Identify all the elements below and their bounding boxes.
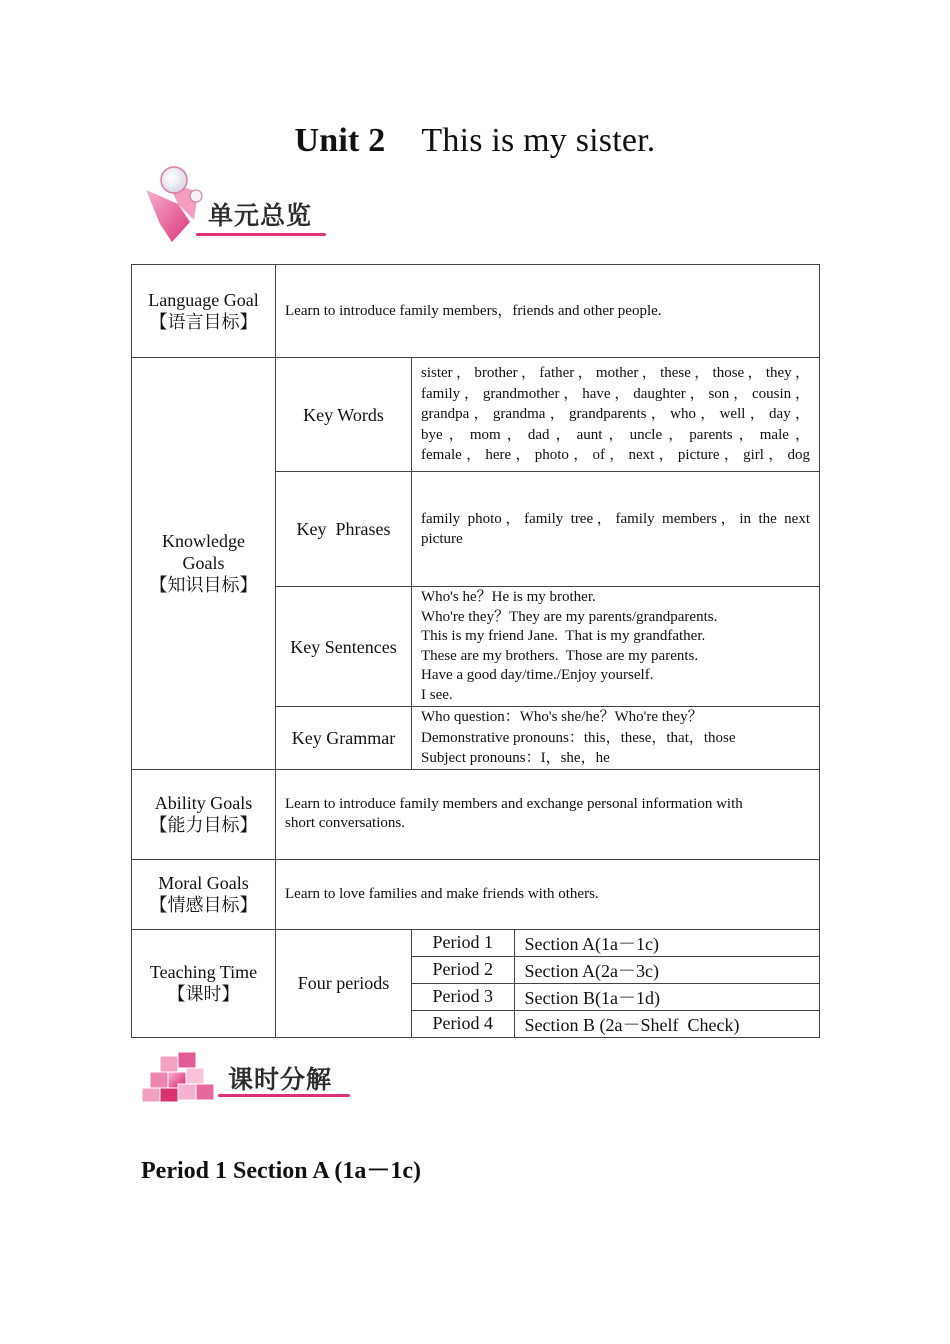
overview-banner bbox=[138, 162, 338, 246]
key-sentences-label: Key Sentences bbox=[276, 587, 412, 707]
period-row bbox=[412, 1010, 819, 1037]
period-section: Section A(2a－3c) bbox=[514, 956, 819, 983]
moral-goals-text: Learn to love families and make friends with others. bbox=[276, 859, 820, 929]
key-grammar-label: Key Grammar bbox=[276, 707, 412, 770]
periods-cell bbox=[412, 929, 820, 1037]
ability-goals-text bbox=[276, 769, 820, 859]
period-row bbox=[412, 983, 819, 1010]
ability-goals-cn-label: 【能力目标】 bbox=[149, 815, 258, 835]
key-grammar-line: Who question：Who's she/he？Who're they？ bbox=[421, 709, 703, 725]
key-words-line: female，here，photo，of，next，picture，girl，dog bbox=[421, 447, 811, 464]
knowledge-goals-label-cell bbox=[132, 358, 276, 770]
key-phrases-label: Key Phrases bbox=[276, 472, 412, 587]
language-goal-row bbox=[132, 265, 820, 358]
ability-goals-label: Ability Goals bbox=[154, 793, 253, 813]
key-words-label: Key Words bbox=[276, 358, 412, 472]
moral-goals-label: Moral Goals bbox=[158, 873, 249, 893]
ability-goals-line: Learn to introduce family members and exchange personal information with bbox=[285, 796, 743, 812]
ability-goals-line: short conversations. bbox=[285, 815, 405, 831]
key-words-line: bye，mom，dad，aunt，uncle，parents，male， bbox=[421, 426, 811, 443]
key-grammar-text bbox=[412, 707, 820, 770]
unit-goals-table bbox=[131, 264, 820, 1038]
overview-banner-label: 单元总览 bbox=[208, 201, 313, 230]
key-phrases-line: picture bbox=[421, 531, 463, 547]
unit-number: Unit 2 bbox=[294, 122, 386, 159]
moral-goals-label-cell bbox=[132, 859, 276, 929]
period-number: Period 3 bbox=[412, 983, 514, 1010]
period-number: Period 1 bbox=[412, 930, 514, 957]
language-goal-text: Learn to introduce family members，friends and other people. bbox=[276, 265, 820, 358]
key-sentences-line: I see. bbox=[421, 686, 453, 703]
period-row bbox=[412, 930, 819, 957]
key-words-text bbox=[412, 358, 820, 472]
period-number: Period 4 bbox=[412, 1010, 514, 1037]
language-goal-label-cell bbox=[132, 265, 276, 358]
language-goal-cn-label: 【语言目标】 bbox=[149, 312, 258, 332]
key-grammar-line: Subject pronouns：I，she，he bbox=[421, 750, 610, 766]
period-section: Section B(1a－1d) bbox=[514, 983, 819, 1010]
period-number: Period 2 bbox=[412, 956, 514, 983]
key-words-line: family，grandmother，have，daughter，son，cousin， bbox=[421, 385, 811, 402]
key-words-line: sister，brother，father，mother，these，those，they， bbox=[421, 365, 811, 382]
period-section: Section B (2a－Shelf Check) bbox=[524, 1014, 740, 1035]
moral-goals-cn-label: 【情感目标】 bbox=[149, 895, 258, 915]
key-sentences-line: Who's he？He is my brother. bbox=[421, 589, 596, 605]
breakdown-banner-label: 课时分解 bbox=[228, 1065, 333, 1094]
teaching-time-cn-label: 【课时】 bbox=[167, 984, 240, 1004]
period-section: Section A(1a－1c) bbox=[514, 930, 819, 957]
ability-goals-row bbox=[132, 769, 820, 859]
key-phrases-line: family photo，family tree，family members，in the next bbox=[421, 510, 811, 527]
teaching-time-label-cell bbox=[132, 929, 276, 1037]
breakdown-banner bbox=[138, 1046, 358, 1112]
period-row bbox=[412, 956, 819, 983]
key-words-row bbox=[132, 358, 820, 472]
knowledge-goals-label-line2: Goals bbox=[182, 553, 225, 574]
period-heading: Period 1 Section A (1a－1c) bbox=[141, 1158, 421, 1184]
key-sentences-line: These are my brothers. Those are my parents. bbox=[421, 647, 699, 664]
key-sentences-text bbox=[412, 587, 820, 707]
language-goal-label: Language Goal bbox=[148, 290, 259, 310]
page-title bbox=[0, 118, 950, 164]
moral-goals-row bbox=[132, 859, 820, 929]
four-periods-label: Four periods bbox=[276, 929, 412, 1037]
teaching-time-label: Teaching Time bbox=[149, 962, 258, 982]
key-sentences-line: Have a good day/time./Enjoy yourself. bbox=[421, 667, 654, 683]
periods-table bbox=[412, 930, 819, 1037]
key-phrases-text bbox=[412, 472, 820, 587]
key-sentences-line: Who're they？They are my parents/grandparents. bbox=[421, 608, 718, 625]
key-grammar-line: Demonstrative pronouns：this，these，that，those bbox=[421, 729, 736, 746]
knowledge-goals-label-line1: Knowledge bbox=[162, 531, 245, 552]
key-sentences-line: This is my friend Jane. That is my grandfather. bbox=[421, 628, 706, 644]
ability-goals-label-cell bbox=[132, 769, 276, 859]
knowledge-goals-cn-label: 【知识目标】 bbox=[149, 575, 258, 596]
key-words-line: grandpa，grandma，grandparents，who，well，day， bbox=[421, 406, 811, 423]
teaching-time-row bbox=[132, 929, 820, 1037]
unit-title: This is my sister. bbox=[421, 122, 656, 159]
